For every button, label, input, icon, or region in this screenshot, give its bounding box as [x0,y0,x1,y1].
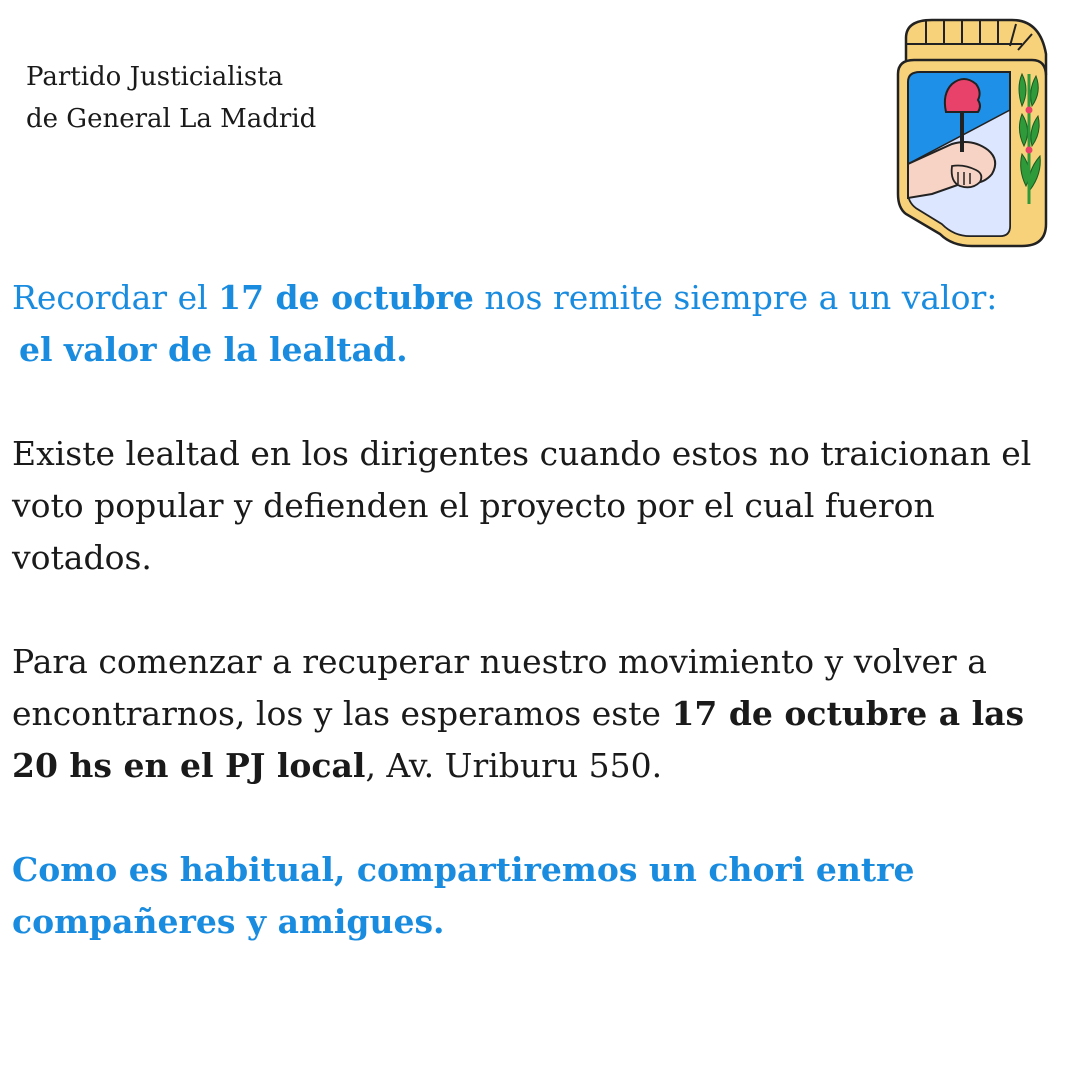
organization-name-line1: Partido Justicialista [26,62,284,92]
pj-shield-emblem-icon [892,14,1052,250]
invitation-paragraph [12,636,1068,792]
event-date-location: 17 de octubre a las 20 hs en el PJ local [12,694,1025,785]
main-content [12,272,1068,1000]
intro-paragraph [12,272,1068,376]
organization-name-line2: de General La Madrid [26,104,317,134]
intro-date: 17 de octubre [218,278,474,317]
intro-loyalty-line: el valor de la lealtad. [19,330,408,369]
invitation-address: , Av. Uriburu 550. [365,746,663,785]
invitation-text-part1: Para comenzar a recuperar nuestro movimiento y volver a encontrarnos, los y las esperamos este [12,642,987,733]
intro-text-part1: Recordar el [12,278,219,317]
loyalty-paragraph: Existe lealtad en los dirigentes cuando estos no traicionan el voto popular y defienden el proyecto por el cual fueron votados. [12,434,1032,577]
organization-name [26,56,316,140]
intro-text-part2: nos remite siempre a un valor: [473,278,998,317]
closing-paragraph: Como es habitual, compartiremos un chori entre compañeres y amigues. [12,850,915,941]
